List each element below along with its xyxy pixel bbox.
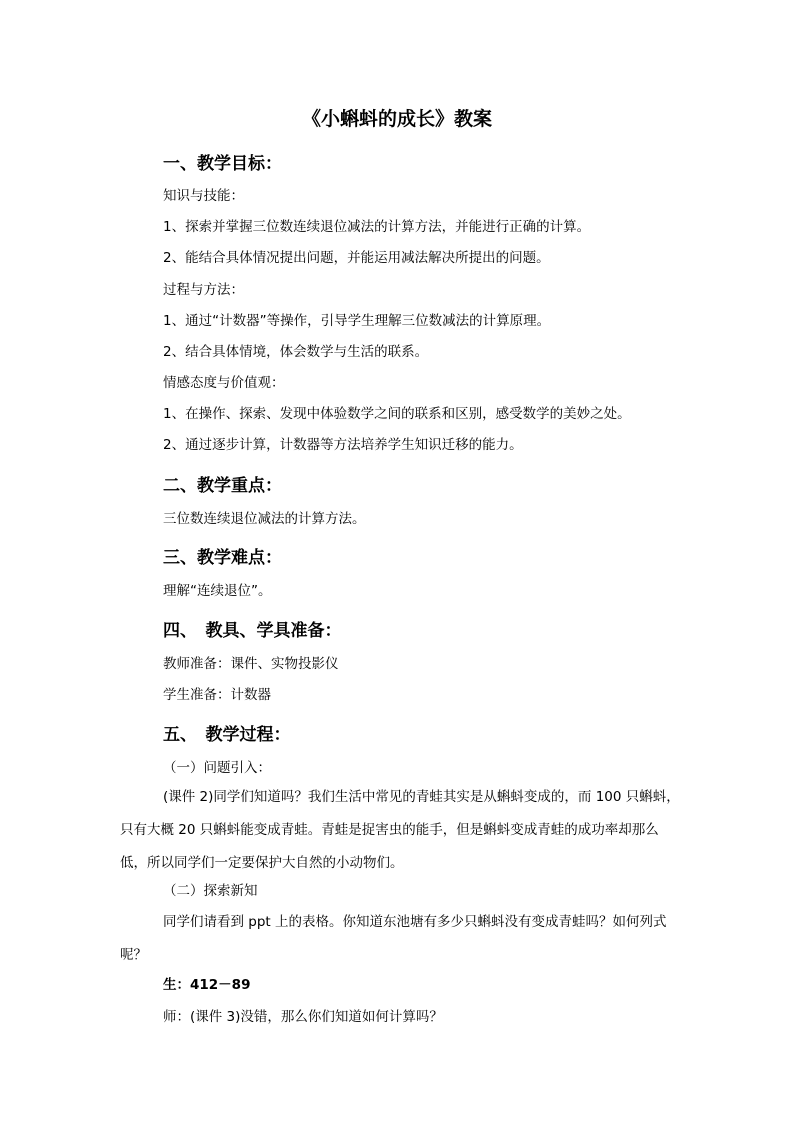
section-heading-preparation: 四、 教具、学具准备： — [163, 621, 342, 641]
section-heading-goals: 一、教学目标： — [163, 154, 282, 174]
student-prep: 学生准备：计数器 — [163, 687, 271, 703]
teacher-question: 师：(课件 3)没错，那么你们知道如何计算吗？ — [163, 1009, 443, 1025]
explore-paragraph-text: 同学们请看到 ppt 上的表格。你知道东池塘有多少只蝌蚪没有变成青蛙吗？如何列式呢？ — [120, 914, 667, 963]
section-heading-difficulty: 三、教学难点： — [163, 548, 282, 568]
difficulty-text: 理解“连续退位”。 — [163, 583, 272, 599]
goal-knowledge-2: 2、能结合具体情况提出问题，并能运用减法解决所提出的问题。 — [163, 250, 550, 266]
student-answer: 生：412－89 — [163, 977, 251, 993]
goal-knowledge-1: 1、探索并掌握三位数连续退位减法的计算方法，并能进行正确的计算。 — [163, 219, 591, 235]
intro-paragraph — [120, 781, 680, 880]
section-heading-process: 五、 教学过程： — [163, 725, 291, 745]
goal-emotion-1: 1、在操作、探索、发现中体验数学之间的联系和区别，感受数学的美妙之处。 — [163, 406, 631, 422]
key-point-text: 三位数连续退位减法的计算方法。 — [163, 511, 366, 527]
document-title: 《小蝌蚪的成长》教案 — [301, 108, 492, 130]
explore-paragraph — [120, 906, 680, 972]
knowledge-heading: 知识与技能： — [163, 188, 244, 204]
step-explore-heading: （二）探索新知 — [163, 883, 258, 899]
goal-emotion-2: 2、通过逐步计算，计数器等方法培养学生知识迁移的能力。 — [163, 437, 523, 453]
emotion-heading: 情感态度与价值观： — [163, 375, 285, 391]
intro-paragraph-text: (课件 2)同学们知道吗？我们生活中常见的青蛙其实是从蝌蚪变成的，而 100 只蝌蚪，只有大概 20 只蝌蚪能变成青蛙。青蛙是捉害虫的能手，但是蝌蚪变成青蛙的成功率却那么低，所以同学们一定要保护大自然的小动物们。 — [120, 789, 680, 871]
goal-process-1: 1、通过“计数器”等操作，引导学生理解三位数减法的计算原理。 — [163, 313, 551, 329]
process-heading: 过程与方法： — [163, 282, 244, 298]
goal-process-2: 2、结合具体情境，体会数学与生活的联系。 — [163, 344, 429, 360]
section-heading-key-point: 二、教学重点： — [163, 476, 282, 496]
teacher-prep: 教师准备：课件、实物投影仪 — [163, 656, 339, 672]
step-intro-heading: （一）问题引入： — [163, 760, 271, 776]
